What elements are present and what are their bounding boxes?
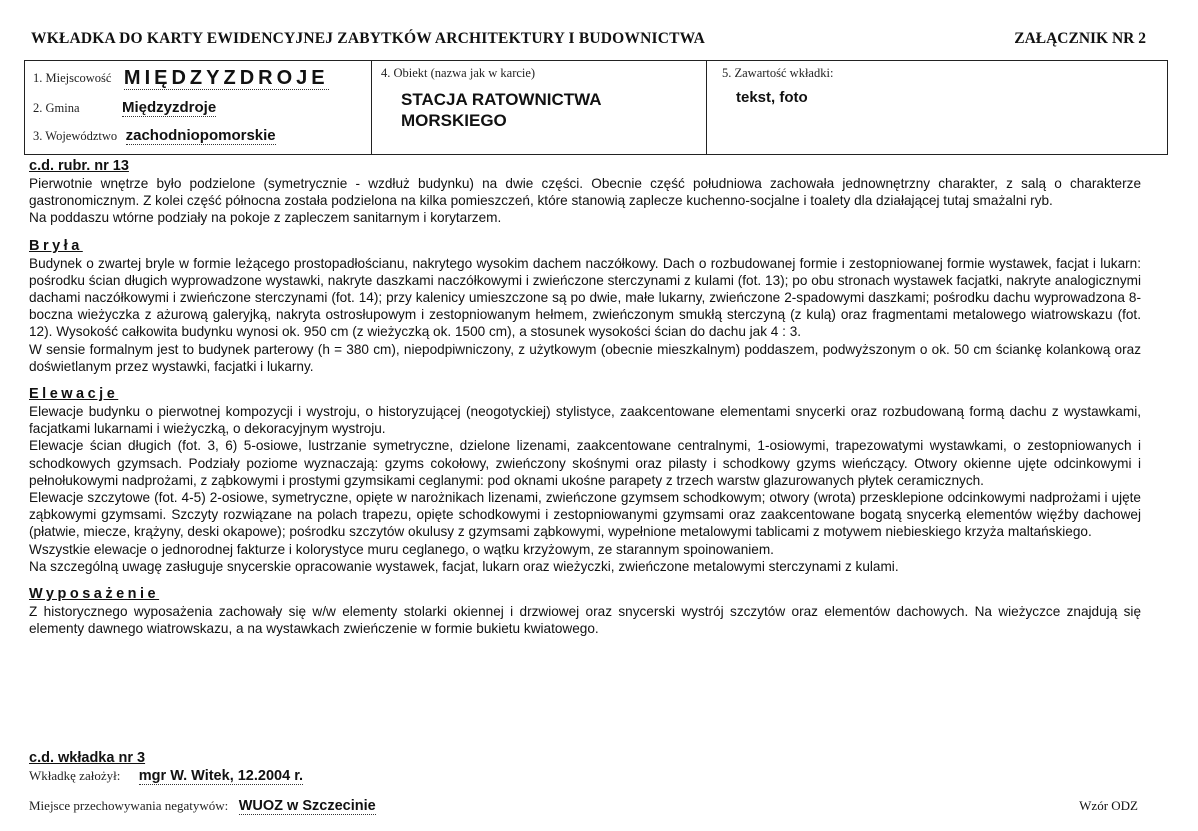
negatives-value: WUOZ w Szczecinie: [238, 798, 376, 814]
document-body: [29, 158, 1141, 637]
wyposazenie-paragraph-1: Z historycznego wyposażenia zachowały się w/w elementy stolarki okiennej i drzwiowej oraz snycerski wystrój szczytów oraz elementów dachowych. Na wieżyczce znajdują się elementy dawnego wiatrowskazu, a na wystawkach zwieńczenie w formie bukietu kwiatowego.: [29, 604, 1141, 637]
elewacje-heading: Elewacje: [29, 386, 119, 403]
bryla-paragraph-2: W sensie formalnym jest to budynek parterowy (h = 380 cm), niepodpiwniczony, z użytkowym (obecnie mieszkalnym) poddaszem, podwyższonym o ok. 50 cm ściankę kolankową oraz doświetlanym przez wystawki, facjatki i lukarny.: [29, 341, 1141, 374]
wojewodztwo-row: [33, 127, 276, 145]
miejscowosc-value: MIĘDZYZDROJE: [123, 67, 329, 89]
contents-column: [706, 61, 1167, 154]
rubr-heading: c.d. rubr. nr 13: [29, 158, 129, 174]
negatives-row: [29, 797, 376, 815]
bryla-paragraph-1: Budynek o zwartej bryle w formie leżącego prostopadłościanu, nakrytego wysokim dachem naczółkowy. Dach o rozbudowanej formie i zestopniowanej formie wystawek, facjat i lukarn: pośrodku ścian długich wyprowadzone wystawki, nakryte daszkami naczółkowymi i zwieńczone sterczynami z kulami (fot. 13); po obu stronach wystawek facjatki, nakryte analogicznymi dachami naczółkowymi i zwieńczone sterczynami (fot. 14); przy kalenicy umieszczone są po dwie, małe lukarny, zwieńczone 2-spadowymi daszkami; pośrodku dachu wyprowadzona 8-boczna wieżyczka z ażurową galeryjką, nakryta ostrosłupowym i zestopniowanym hełmem, zwieńczonym smukłą sterczyną (z kulą) oraz fragmentami metalowego wiatrowskazu (fot. 12). Wysokość całkowita budynku wynosi ok. 950 cm (z wieżyczką ok. 1500 cm), a stosunek wysokości ścian do dachu jak 4 : 3.: [29, 255, 1141, 340]
miejscowosc-row: [33, 67, 329, 90]
annex-number: ZAŁĄCZNIK NR 2: [1014, 30, 1146, 47]
author-row: [29, 767, 303, 785]
zawartosc-value: tekst, foto: [736, 89, 808, 106]
document-title: WKŁADKA DO KARTY EWIDENCYJNEJ ZABYTKÓW ARCHITEKTURY I BUDOWNICTWA: [31, 30, 706, 47]
bryla-heading: Bryła: [29, 237, 83, 254]
form-template-note: Wzór ODZ: [1079, 798, 1138, 813]
author-value: mgr W. Witek, 12.2004 r.: [138, 768, 304, 784]
gmina-row: [33, 99, 216, 117]
object-column: [371, 61, 707, 154]
negatives-label: Miejsce przechowywania negatywów:: [29, 798, 229, 813]
obiekt-value-line2: MORSKIEGO: [401, 111, 507, 130]
elewacje-paragraph-1: Elewacje budynku o pierwotnej kompozycji i wystroju, o historyzującej (neogotyckiej) stylistyce, zaakcentowane elementami snycerki oraz rozbudowaną formą dachu z wystawkami, facjatkami lukarnami i wieżyczką, o dekoracyjnym wystroju.: [29, 404, 1141, 437]
gmina-label: 2. Gmina: [33, 101, 80, 115]
wojewodztwo-label: 3. Województwo: [33, 129, 118, 143]
wojewodztwo-value: zachodniopomorskie: [125, 127, 276, 144]
elewacje-paragraph-3: Elewacje szczytowe (fot. 4-5) 2-osiowe, symetryczne, opięte w narożnikach lizenami, zwieńczone gzymsem schodkowym; otwory (wrota) przesklepione odcinkowymi nadprożami i ujęte ząbkowymi gzymsami. Szczyty rozwiązane na polach trapezu, opięte schodkowymi i zestopniowanymi gzymsami oraz zaakcentowane bogatą snycerką elementów więźby dachowej (płatwie, miecze, krążyny, deski okapowe); pośrodku szczytów okulusy z gzymsami ząbkowymi, wypełnione metalowymi tablicami z motywem niebieskiego krzyża maltańskiego.: [29, 490, 1141, 540]
obiekt-value-line1: STACJA RATOWNICTWA: [401, 90, 602, 109]
elewacje-paragraph-2: Elewacje ścian długich (fot. 3, 6) 5-osiowe, lustrzanie symetryczne, dzielone lizenami, zaakcentowane centralnymi, 1-osiowymi, trapezowatymi wystawkami, o zestopniowanych i schodkowych gzymsach. Podziały poziome wyznaczają: gzyms cokołowy, zwieńczony skośnymi oraz pilasty i schodkowy gzyms wieńczący. Otwory okienne ujęte odcinkowymi i pełnołukowymi nadprożami, z ząbkowymi i prostymi gzymsikami ceglanymi: pod oknami ukośne parapety z trzech warstw glazurowanych płytek ceramicznych.: [29, 438, 1141, 488]
header-form-box: [24, 60, 1168, 155]
gmina-value: Międzyzdroje: [121, 99, 217, 116]
wyposazenie-heading: Wyposażenie: [29, 586, 160, 603]
miejscowosc-label: 1. Miejscowość: [33, 71, 112, 85]
next-insert-note: c.d. wkładka nr 3: [29, 750, 146, 766]
elewacje-paragraph-4: Wszystkie elewacje o jednorodnej fakturze i kolorystyce muru ceglanego, o wątku krzyżowym, ze starannym spoinowaniem.: [29, 541, 774, 557]
obiekt-value: [401, 89, 691, 131]
elewacje-paragraph-5: Na szczególną uwagę zasługuje snycerskie opracowanie wystawek, facjat, lukarn oraz wieżyczki, zwieńczone metalowymi sterczynami z kulami.: [29, 558, 899, 574]
location-column: [25, 61, 372, 154]
author-label: Wkładkę założył:: [29, 768, 121, 783]
rubr-paragraph-2: Na poddaszu wtórne podziały na pokoje z zapleczem sanitarnym i korytarzem.: [29, 210, 502, 226]
obiekt-label: 4. Obiekt (nazwa jak w karcie): [381, 66, 536, 80]
zawartosc-label: 5. Zawartość wkładki:: [722, 66, 834, 80]
rubr-paragraph-1: Pierwotnie wnętrze było podzielone (symetrycznie - wzdłuż budynku) na dwie części. Obecnie część południowa zachowała jednownętrzny charakter, z salą o charakterze gastronomicznym. Z kolei część północna została podzielona na kilka pomieszczeń, które stanowią zaplecze kuchenno-socjalne i toalety dla działającej tutaj smażalni ryb.: [29, 176, 1141, 209]
